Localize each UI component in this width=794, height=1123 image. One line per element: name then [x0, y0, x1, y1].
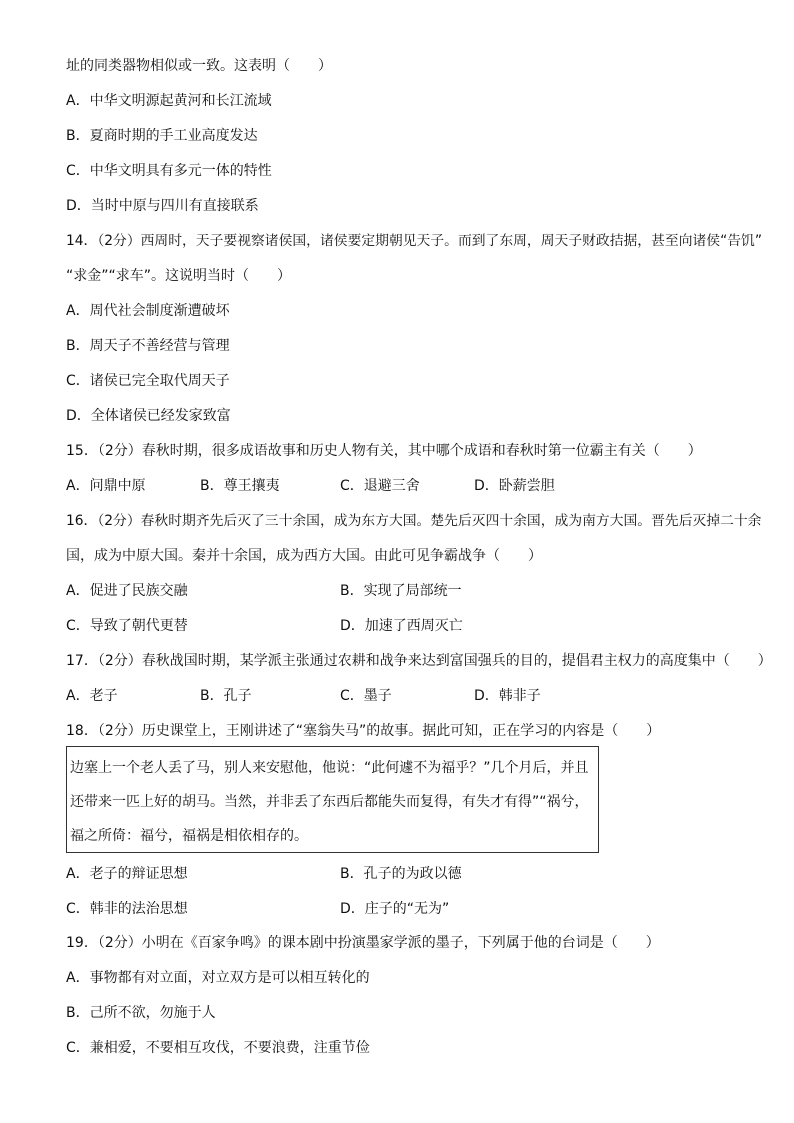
q13-stem-continuation: 址的同类器物相似或一致。这表明（ ） [66, 58, 332, 74]
q16-option-b: B．实现了局部统一 [340, 583, 462, 599]
q18-option-c: C．韩非的法治思想 [66, 901, 188, 917]
q14-option-d: D．全体诸侯已经发家致富 [66, 408, 231, 424]
q15-option-a: A．问鼎中原 [66, 478, 146, 494]
q14-stem-line2: “求金”“求车”。这说明当时（ ） [66, 268, 292, 284]
q17-option-c: C．墨子 [340, 688, 392, 704]
q15-option-b: B．尊王攘夷 [200, 478, 280, 494]
q15-option-c: C．退避三舍 [340, 478, 420, 494]
q18-material-line1: 边塞上一个老人丢了马，别人来安慰他，他说：“此何遽不为福乎？”几个月后，并且 [70, 760, 589, 776]
q14-option-b: B．周天子不善经营与管理 [66, 338, 230, 354]
q13-option-b: B．夏商时期的手工业高度发达 [66, 128, 258, 144]
q16-option-d: D．加速了西周灭亡 [340, 618, 463, 634]
q18-material-box [66, 746, 599, 853]
q19-option-a: A．事物都有对立面，对立双方是可以相互转化的 [66, 970, 370, 986]
q18-option-d: D．庄子的“无为” [340, 901, 450, 917]
q13-option-c: C．中华文明具有多元一体的特性 [66, 163, 272, 179]
q18-option-b: B．孔子的为政以德 [340, 866, 462, 882]
q17-option-a: A．老子 [66, 688, 118, 704]
q15-option-d: D．卧薪尝胆 [474, 478, 555, 494]
q13-option-d: D．当时中原与四川有直接联系 [66, 198, 259, 214]
q16-option-a: A．促进了民族交融 [66, 583, 188, 599]
q19-option-c: C．兼相爱，不要相互攻伐，不要浪费，注重节俭 [66, 1040, 370, 1056]
q14-option-c: C．诸侯已完全取代周天子 [66, 373, 230, 389]
q18-stem: 18．（2分）历史课堂上，王刚讲述了“塞翁失马”的故事。据此可知，正在学习的内容是（ ） [66, 723, 661, 739]
q16-option-c: C．导致了朝代更替 [66, 618, 188, 634]
q18-option-a: A．老子的辩证思想 [66, 866, 188, 882]
q18-material-line2: 还带来一匹上好的胡马。当然，并非丢了东西后都能失而复得，有失才有得”“祸兮， [70, 794, 589, 810]
q18-material-line3: 福之所倚：福兮，福祸是相依相存的。 [70, 828, 308, 844]
q19-option-b: B．己所不欲，勿施于人 [66, 1005, 216, 1021]
q15-stem: 15．（2分）春秋时期，很多成语故事和历史人物有关，其中哪个成语和春秋时第一位霸主有关（ ） [66, 443, 702, 459]
q14-stem-line1: 14．（2分）西周时，天子要视察诸侯国，诸侯要定期朝见天子。而到了东周，周天子财政拮据，甚至向诸侯“告饥” [66, 233, 762, 249]
q16-stem-line1: 16．（2分）春秋时期齐先后灭了三十余国，成为东方大国。楚先后灭四十余国，成为南方大国。晋先后灭掉二十余 [66, 513, 762, 529]
q17-option-b: B．孔子 [200, 688, 252, 704]
q13-option-a: A．中华文明源起黄河和长江流域 [66, 93, 272, 109]
q17-option-d: D．韩非子 [474, 688, 541, 704]
q19-stem: 19．（2分）小明在《百家争鸣》的课本剧中扮演墨家学派的墨子，下列属于他的台词是（ ） [66, 935, 660, 951]
q16-stem-line2: 国，成为中原大国。秦并十余国，成为西方大国。由此可见争霸战争（ ） [66, 548, 542, 564]
q17-stem: 17．（2分）春秋战国时期，某学派主张通过农耕和战争来达到富国强兵的目的，提倡君主权力的高度集中（ ） [66, 653, 772, 669]
q14-option-a: A．周代社会制度渐遭破坏 [66, 303, 230, 319]
